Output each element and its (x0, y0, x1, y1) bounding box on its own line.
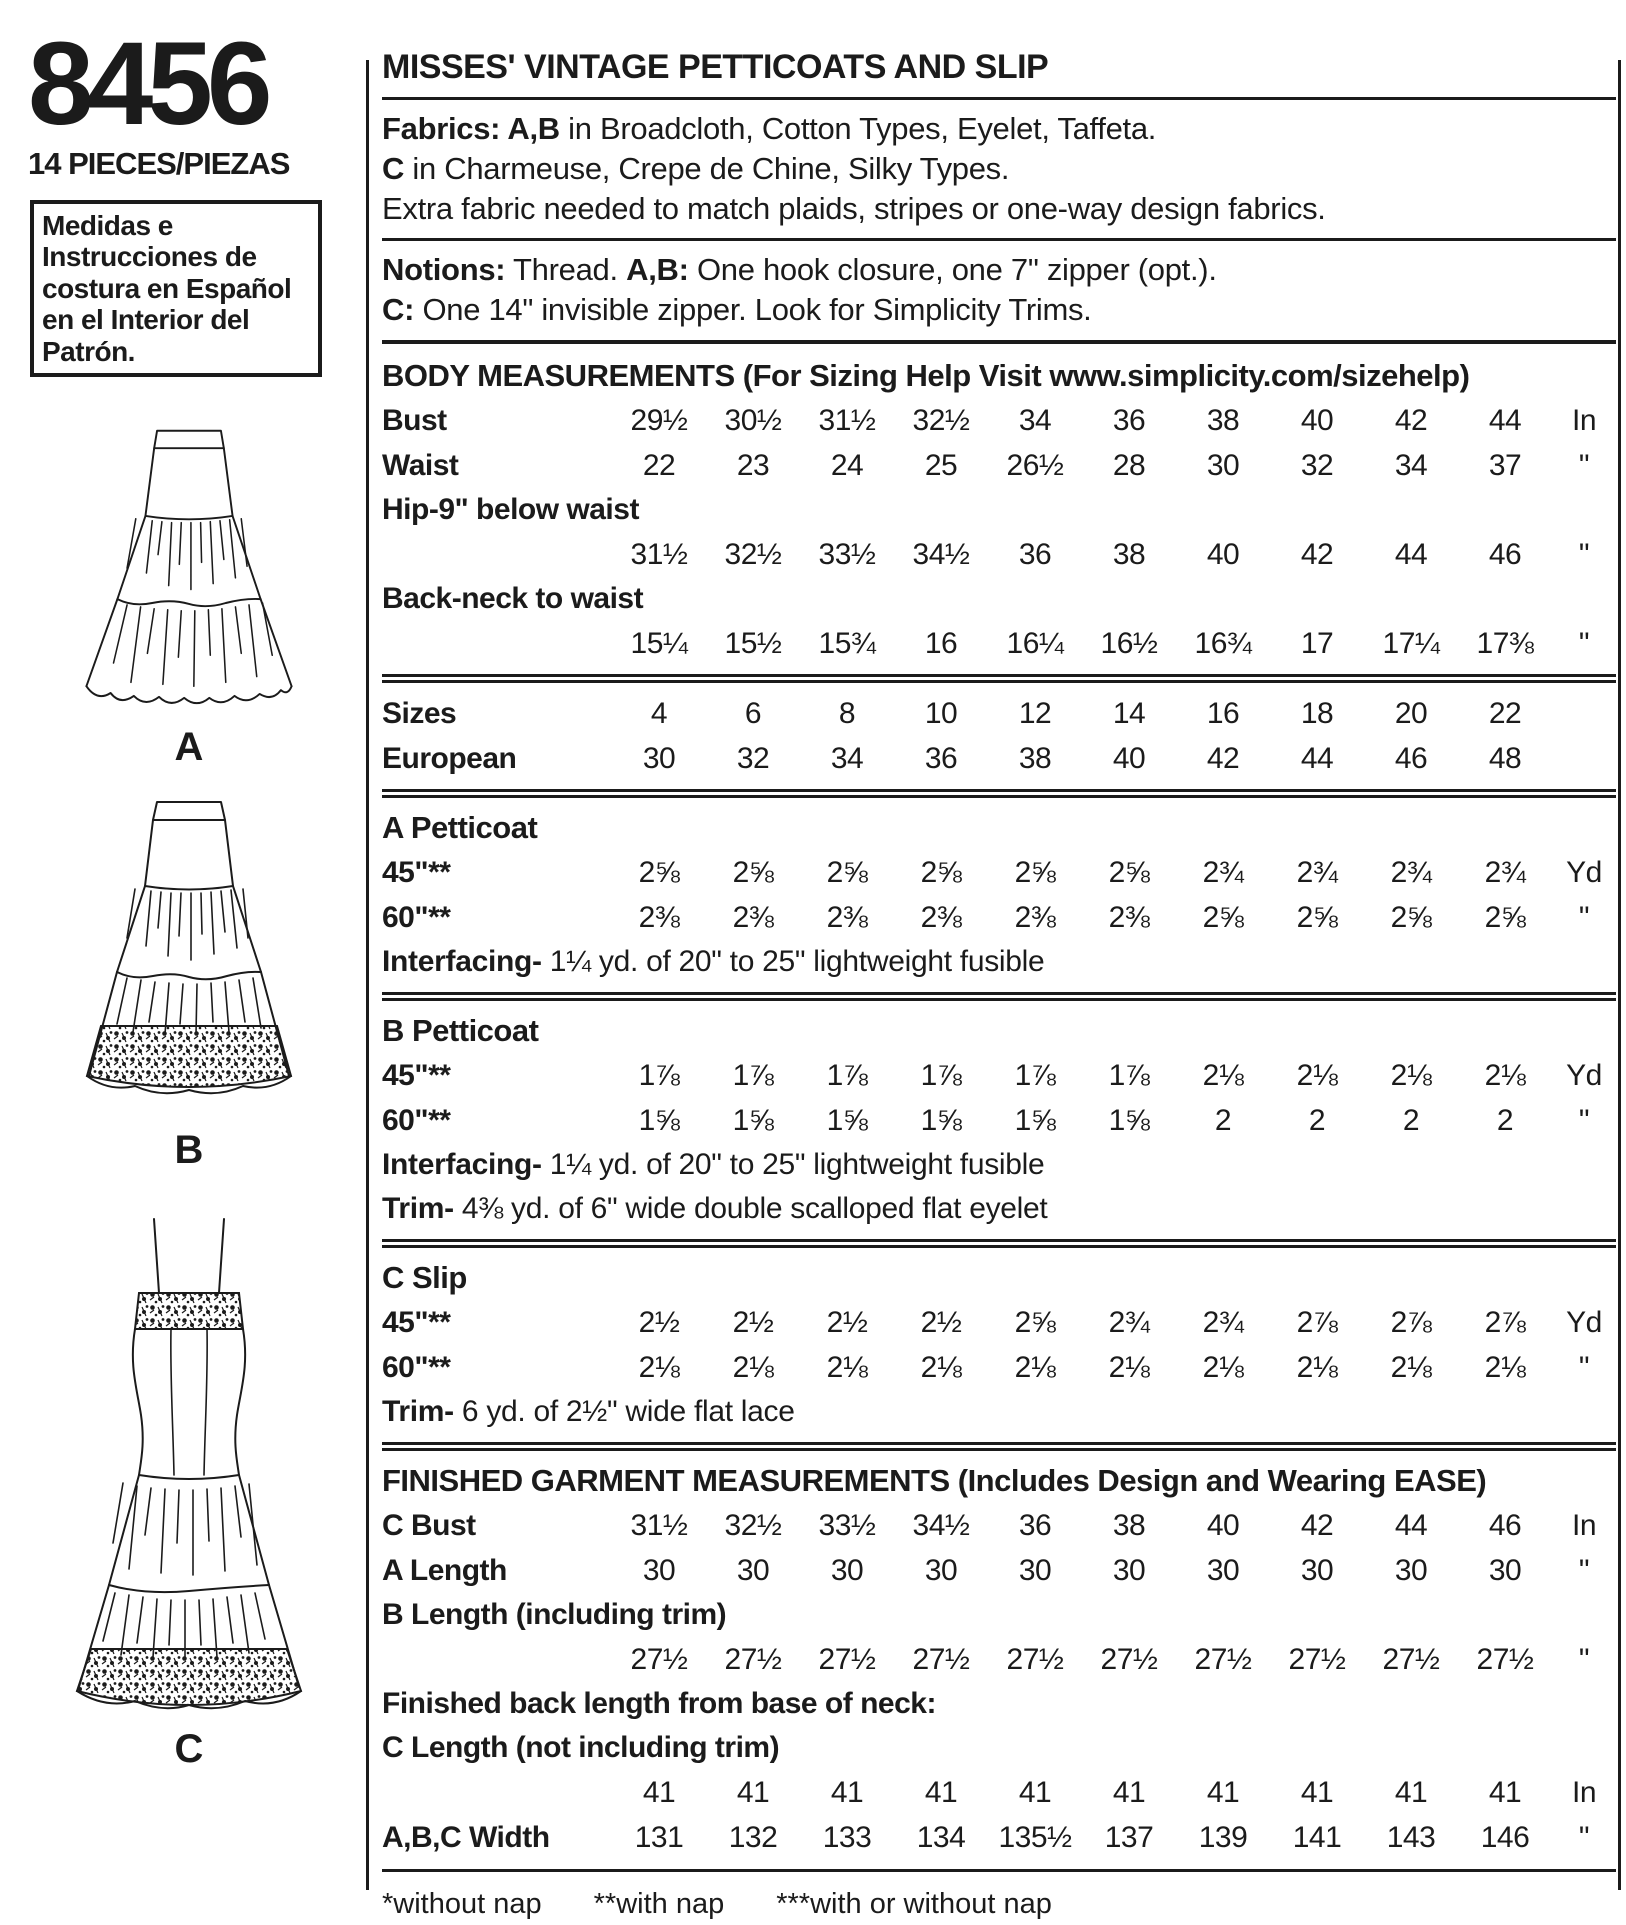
horizontal-rule (382, 674, 1616, 683)
size-value: 2⅛ (1202, 1059, 1244, 1092)
size-value: 2⅛ (1202, 1351, 1244, 1384)
size-value: 41 (1112, 1776, 1146, 1809)
rule-under-title (382, 97, 1616, 100)
size-value: 2¾ (1390, 856, 1432, 889)
size-value: 135½ (998, 1821, 1072, 1854)
size-value: 2⅜ (638, 901, 680, 934)
petticoat-b-illustration (49, 796, 329, 1126)
unit-label: In (1571, 404, 1597, 437)
size-value: 2⅛ (1484, 1351, 1526, 1384)
size-value: 1⅝ (920, 1104, 962, 1137)
note-row (382, 1390, 1616, 1434)
size-value: 32 (736, 742, 770, 775)
size-value: 17 (1300, 627, 1334, 660)
rule-under-fabrics (382, 238, 1616, 241)
size-value: 2⅛ (920, 1351, 962, 1384)
size-value: 10 (924, 697, 958, 730)
size-value: 30 (1488, 1554, 1522, 1587)
unit-label: " (1578, 1351, 1590, 1384)
size-value: 143 (1386, 1821, 1436, 1854)
size-value: 12 (1018, 697, 1052, 730)
size-value: 25 (924, 449, 958, 482)
table-row (382, 1548, 1616, 1593)
row-label: Bust (382, 404, 447, 437)
table-row (382, 895, 1616, 940)
unit-label: " (1578, 449, 1590, 482)
table-row (382, 1770, 1616, 1815)
size-value: 33½ (818, 1509, 876, 1542)
size-value: 16½ (1100, 627, 1158, 660)
size-value: 2 (1402, 1104, 1420, 1137)
section-header: FINISHED GARMENT MEASUREMENTS (Includes Design and Wearing EASE) (382, 1463, 1487, 1498)
size-value: 2⅝ (1296, 901, 1338, 934)
row-label: 45"** (382, 1306, 451, 1339)
size-value: 26½ (1006, 449, 1064, 482)
size-value: 27½ (724, 1643, 782, 1676)
unit-label: Yd (1566, 1059, 1602, 1092)
size-value: 34 (1018, 404, 1052, 437)
plain-text: in Charmeuse, Crepe de Chine, Silky Types. (404, 151, 1010, 186)
size-value: 15½ (724, 627, 782, 660)
size-value: 2⅜ (920, 901, 962, 934)
unit-label: Yd (1566, 1306, 1602, 1339)
page-title: MISSES' VINTAGE PETTICOATS AND SLIP (382, 48, 1049, 86)
size-value: 28 (1112, 449, 1146, 482)
size-value: 44 (1394, 538, 1428, 571)
horizontal-rule (382, 1869, 1616, 1872)
size-value: 41 (1488, 1776, 1522, 1809)
size-value: 32½ (912, 404, 970, 437)
size-value: 46 (1394, 742, 1428, 775)
unit-label (1552, 691, 1616, 736)
size-value: 2¾ (1108, 1306, 1150, 1339)
table-row (382, 1637, 1616, 1682)
size-value: 2⅛ (1108, 1351, 1150, 1384)
row-label: C Bust (382, 1509, 476, 1542)
footnote-item: ***with or without nap (776, 1888, 1052, 1920)
size-value: 2 (1214, 1104, 1232, 1137)
unit-label: " (1578, 901, 1590, 934)
bold-text: A,B: (626, 252, 689, 287)
size-value: 2⅜ (1108, 901, 1150, 934)
size-value: 30 (1300, 1554, 1334, 1587)
size-value: 132 (728, 1821, 778, 1854)
pieces-count: 14 PIECES/PIEZAS (28, 146, 290, 182)
row-label: 60"** (382, 1104, 451, 1137)
table-row (382, 1815, 1616, 1860)
section-header: C Slip (382, 1260, 467, 1295)
size-value: 17⅜ (1476, 627, 1534, 660)
row-label: Hip-9" below waist (382, 493, 639, 526)
size-value: 38 (1206, 404, 1240, 437)
size-value: 24 (830, 449, 864, 482)
size-value: 2½ (638, 1306, 680, 1339)
bold-text: C: (382, 292, 415, 327)
size-value: 42 (1206, 742, 1240, 775)
unit-label: " (1578, 1643, 1590, 1676)
size-value: 27½ (1006, 1643, 1064, 1676)
note-lead: Trim- (382, 1395, 454, 1428)
row-label: Back-neck to waist (382, 582, 644, 615)
size-value: 33½ (818, 538, 876, 571)
size-value: 1⅞ (826, 1059, 868, 1092)
row-label: A,B,C Width (382, 1821, 550, 1854)
bold-text: Notions: (382, 252, 506, 287)
size-value: 37 (1488, 449, 1522, 482)
right-edge-rule (1618, 60, 1621, 1890)
size-value: 27½ (1100, 1643, 1158, 1676)
horizontal-rule (382, 992, 1616, 1001)
size-value: 2⅝ (920, 856, 962, 889)
size-value: 44 (1488, 404, 1522, 437)
size-value: 1⅝ (826, 1104, 868, 1137)
size-value: 1⅞ (732, 1059, 774, 1092)
row-label: 60"** (382, 901, 451, 934)
note-lead: Interfacing- (382, 1148, 542, 1181)
fabrics-section (382, 109, 1616, 229)
size-value: 30 (1018, 1554, 1052, 1587)
vertical-divider (366, 60, 369, 1890)
unit-label: In (1571, 1776, 1597, 1809)
unit-label: In (1571, 1509, 1597, 1542)
size-value: 2⅝ (826, 856, 868, 889)
size-value: 1⅞ (638, 1059, 680, 1092)
size-value: 17¼ (1382, 627, 1440, 660)
size-value: 15¼ (630, 627, 688, 660)
size-value: 30 (1206, 1554, 1240, 1587)
plain-text: Thread. (505, 252, 627, 287)
size-value: 42 (1300, 538, 1334, 571)
size-value: 36 (1112, 404, 1146, 437)
size-value: 146 (1480, 1821, 1530, 1854)
section-header: BODY MEASUREMENTS (For Sizing Help Visit www.simplicity.com/sizehelp) (382, 358, 1470, 393)
pattern-number: 8456 (28, 18, 267, 150)
size-value: 30 (1206, 449, 1240, 482)
bold-text: C (382, 151, 405, 186)
text-line (382, 189, 1616, 229)
size-value: 16 (1206, 697, 1240, 730)
plain-text: Extra fabric needed to match plaids, stripes or one-way design fabrics. (382, 191, 1326, 226)
size-value: 2½ (826, 1306, 868, 1339)
unit-label: " (1578, 1821, 1590, 1854)
size-value: 1⅝ (638, 1104, 680, 1137)
size-table (382, 340, 1616, 1925)
size-value: 2¾ (1296, 856, 1338, 889)
view-c (28, 1213, 350, 1772)
bold-text: Fabrics: A,B (382, 111, 560, 146)
size-value: 46 (1488, 538, 1522, 571)
size-value: 34 (830, 742, 864, 775)
size-value: 16 (924, 627, 958, 660)
size-value: 2⅝ (1108, 856, 1150, 889)
unit-label: Yd (1566, 856, 1602, 889)
size-value: 38 (1112, 1509, 1146, 1542)
size-value: 2⅛ (1014, 1351, 1056, 1384)
size-value: 27½ (1476, 1643, 1534, 1676)
size-value: 31½ (630, 538, 688, 571)
plain-text: One 14" invisible zipper. Look for Simplicity Trims. (414, 292, 1092, 327)
size-value: 31½ (818, 404, 876, 437)
table-row (382, 443, 1616, 488)
size-value: 42 (1300, 1509, 1334, 1542)
size-value: 2⅛ (1390, 1351, 1432, 1384)
size-value: 31½ (630, 1509, 688, 1542)
row-label: European (382, 742, 517, 775)
size-value: 36 (1018, 538, 1052, 571)
size-value: 32½ (724, 538, 782, 571)
size-value: 141 (1292, 1821, 1342, 1854)
size-value: 27½ (1382, 1643, 1440, 1676)
size-value: 1⅝ (1014, 1104, 1056, 1137)
table-row (382, 850, 1616, 895)
size-value: 36 (924, 742, 958, 775)
size-value: 30 (830, 1554, 864, 1587)
row-label: A Length (382, 1554, 507, 1587)
size-value: 44 (1394, 1509, 1428, 1542)
slip-c-illustration (53, 1213, 325, 1725)
size-value: 30 (924, 1554, 958, 1587)
main-panel (382, 46, 1616, 1925)
size-value: 2⅝ (1202, 901, 1244, 934)
size-value: 14 (1112, 697, 1146, 730)
size-value: 27½ (912, 1643, 970, 1676)
note-lead: Interfacing- (382, 945, 542, 978)
size-value: 1⅞ (920, 1059, 962, 1092)
size-value: 38 (1112, 538, 1146, 571)
size-value: 15¾ (818, 627, 876, 660)
horizontal-rule (382, 340, 1616, 344)
size-value: 1⅞ (1014, 1059, 1056, 1092)
size-value: 32 (1300, 449, 1334, 482)
size-value: 42 (1394, 404, 1428, 437)
size-value: 27½ (818, 1643, 876, 1676)
size-value: 41 (1018, 1776, 1052, 1809)
size-value: 41 (1300, 1776, 1334, 1809)
size-value: 2½ (920, 1306, 962, 1339)
text-line (382, 250, 1616, 290)
size-value: 2¾ (1202, 856, 1244, 889)
horizontal-rule (382, 1239, 1616, 1248)
size-value: 40 (1300, 404, 1334, 437)
size-value: 134 (916, 1821, 966, 1854)
unit-label: " (1578, 1554, 1590, 1587)
size-value: 30 (1394, 1554, 1428, 1587)
size-value: 22 (642, 449, 676, 482)
size-value: 30 (736, 1554, 770, 1587)
plain-text: in Broadcloth, Cotton Types, Eyelet, Taffeta. (559, 111, 1157, 146)
row-label: Waist (382, 449, 459, 482)
size-value: 2⅝ (732, 856, 774, 889)
note-text: 6 yd. of 2½" wide flat lace (453, 1395, 795, 1428)
note-lead: Trim- (382, 1192, 454, 1225)
size-value: 2⅜ (1014, 901, 1056, 934)
size-value: 2⅝ (1014, 1306, 1056, 1339)
size-value: 2⅛ (732, 1351, 774, 1384)
size-value: 2 (1496, 1104, 1514, 1137)
size-value: 23 (736, 449, 770, 482)
table-row (382, 621, 1616, 666)
size-value: 18 (1300, 697, 1334, 730)
size-value: 41 (736, 1776, 770, 1809)
row-label: 45"** (382, 1059, 451, 1092)
size-value: 2⅛ (1390, 1059, 1432, 1092)
size-value: 44 (1300, 742, 1334, 775)
row-label: 60"** (382, 1351, 451, 1384)
size-value: 139 (1198, 1821, 1248, 1854)
note-row (382, 1143, 1616, 1187)
size-value: 16¾ (1194, 627, 1252, 660)
size-value: 40 (1206, 1509, 1240, 1542)
size-value: 2 (1308, 1104, 1326, 1137)
section-header: A Petticoat (382, 810, 538, 845)
text-line (382, 290, 1616, 330)
size-value: 2⅝ (1390, 901, 1432, 934)
row-label (382, 532, 612, 577)
spanish-note-box: Medidas e Instrucciones de costura en Español en el Interior del Patrón. (30, 200, 322, 377)
size-value: 2⅛ (1296, 1351, 1338, 1384)
size-value: 34 (1394, 449, 1428, 482)
unit-label (1552, 736, 1616, 781)
notions-section (382, 250, 1616, 330)
size-value: 27½ (630, 1643, 688, 1676)
plain-text: One hook closure, one 7" zipper (opt.). (688, 252, 1217, 287)
size-value: 4 (650, 697, 668, 730)
row-label: Sizes (382, 697, 457, 730)
size-value: 2⅛ (638, 1351, 680, 1384)
view-b-label: B (174, 1127, 204, 1172)
table-row (382, 1053, 1616, 1098)
table-row (382, 1098, 1616, 1143)
size-value: 2⅛ (826, 1351, 868, 1384)
size-value: 2⅝ (1014, 856, 1056, 889)
text-line (382, 149, 1616, 189)
size-value: 1⅝ (732, 1104, 774, 1137)
size-value: 41 (1206, 1776, 1240, 1809)
unit-label: " (1578, 627, 1590, 660)
size-value: 6 (744, 697, 762, 730)
size-value: 2⅜ (732, 901, 774, 934)
view-c-label: C (174, 1726, 204, 1771)
size-value: 131 (634, 1821, 684, 1854)
size-value: 2⅞ (1390, 1306, 1432, 1339)
size-value: 36 (1018, 1509, 1052, 1542)
size-value: 2⅞ (1296, 1306, 1338, 1339)
size-value: 38 (1018, 742, 1052, 775)
size-value: 41 (830, 1776, 864, 1809)
size-value: 2½ (732, 1306, 774, 1339)
row-label: C Length (not including trim) (382, 1731, 780, 1764)
table-row (382, 1503, 1616, 1548)
size-value: 27½ (1194, 1643, 1252, 1676)
size-value: 34½ (912, 1509, 970, 1542)
table-row (382, 398, 1616, 443)
sidebar (28, 18, 350, 1772)
size-value: 2⅛ (1296, 1059, 1338, 1092)
unit-label: " (1578, 538, 1590, 571)
size-value: 41 (642, 1776, 676, 1809)
size-value: 29½ (630, 404, 688, 437)
size-value: 133 (822, 1821, 872, 1854)
size-value: 34½ (912, 538, 970, 571)
size-value: 32½ (724, 1509, 782, 1542)
row-label: Finished back length from base of neck: (382, 1687, 936, 1720)
size-value: 30½ (724, 404, 782, 437)
size-value: 2⅛ (1484, 1059, 1526, 1092)
note-text: 1¼ yd. of 20" to 25" lightweight fusible (541, 945, 1045, 978)
table-row (382, 1345, 1616, 1390)
footnote-item: *without nap (382, 1888, 542, 1920)
size-value: 20 (1394, 697, 1428, 730)
view-b (28, 796, 350, 1173)
size-value: 1⅞ (1108, 1059, 1150, 1092)
size-value: 1⅝ (1108, 1104, 1150, 1137)
section-header: B Petticoat (382, 1013, 539, 1048)
size-value: 137 (1104, 1821, 1154, 1854)
size-value: 22 (1488, 697, 1522, 730)
unit-label: " (1578, 1104, 1590, 1137)
size-value: 2¾ (1202, 1306, 1244, 1339)
size-value: 41 (924, 1776, 958, 1809)
footnote-item: **with nap (593, 1888, 725, 1920)
size-value: 41 (1394, 1776, 1428, 1809)
note-text: 4⅜ yd. of 6" wide double scalloped flat eyelet (453, 1192, 1048, 1225)
text-line (382, 109, 1616, 149)
table-row (382, 736, 1616, 781)
row-label (382, 621, 612, 666)
size-value: 2¾ (1484, 856, 1526, 889)
size-value: 8 (838, 697, 856, 730)
horizontal-rule (382, 1442, 1616, 1451)
size-value: 2⅝ (1484, 901, 1526, 934)
size-value: 46 (1488, 1509, 1522, 1542)
size-value: 30 (642, 742, 676, 775)
size-value: 27½ (1288, 1643, 1346, 1676)
size-value: 48 (1488, 742, 1522, 775)
size-value: 2⅝ (638, 856, 680, 889)
table-row (382, 532, 1616, 577)
size-value: 16¼ (1006, 627, 1064, 660)
table-row (382, 1300, 1616, 1345)
horizontal-rule (382, 789, 1616, 798)
view-a-label: A (174, 724, 204, 769)
row-label (382, 1770, 612, 1815)
row-label: 45"** (382, 856, 451, 889)
size-value: 2⅞ (1484, 1306, 1526, 1339)
size-value: 2⅜ (826, 901, 868, 934)
petticoat-a-illustration (49, 423, 329, 723)
size-value: 40 (1206, 538, 1240, 571)
footnote-row (382, 1881, 1616, 1925)
note-text: 1¼ yd. of 20" to 25" lightweight fusible (541, 1148, 1045, 1181)
size-value: 30 (1112, 1554, 1146, 1587)
row-label: B Length (including trim) (382, 1598, 727, 1631)
size-value: 30 (642, 1554, 676, 1587)
table-row (382, 691, 1616, 736)
row-label (382, 1637, 612, 1682)
note-row (382, 940, 1616, 984)
note-row (382, 1187, 1616, 1231)
view-a (28, 423, 350, 770)
size-value: 40 (1112, 742, 1146, 775)
